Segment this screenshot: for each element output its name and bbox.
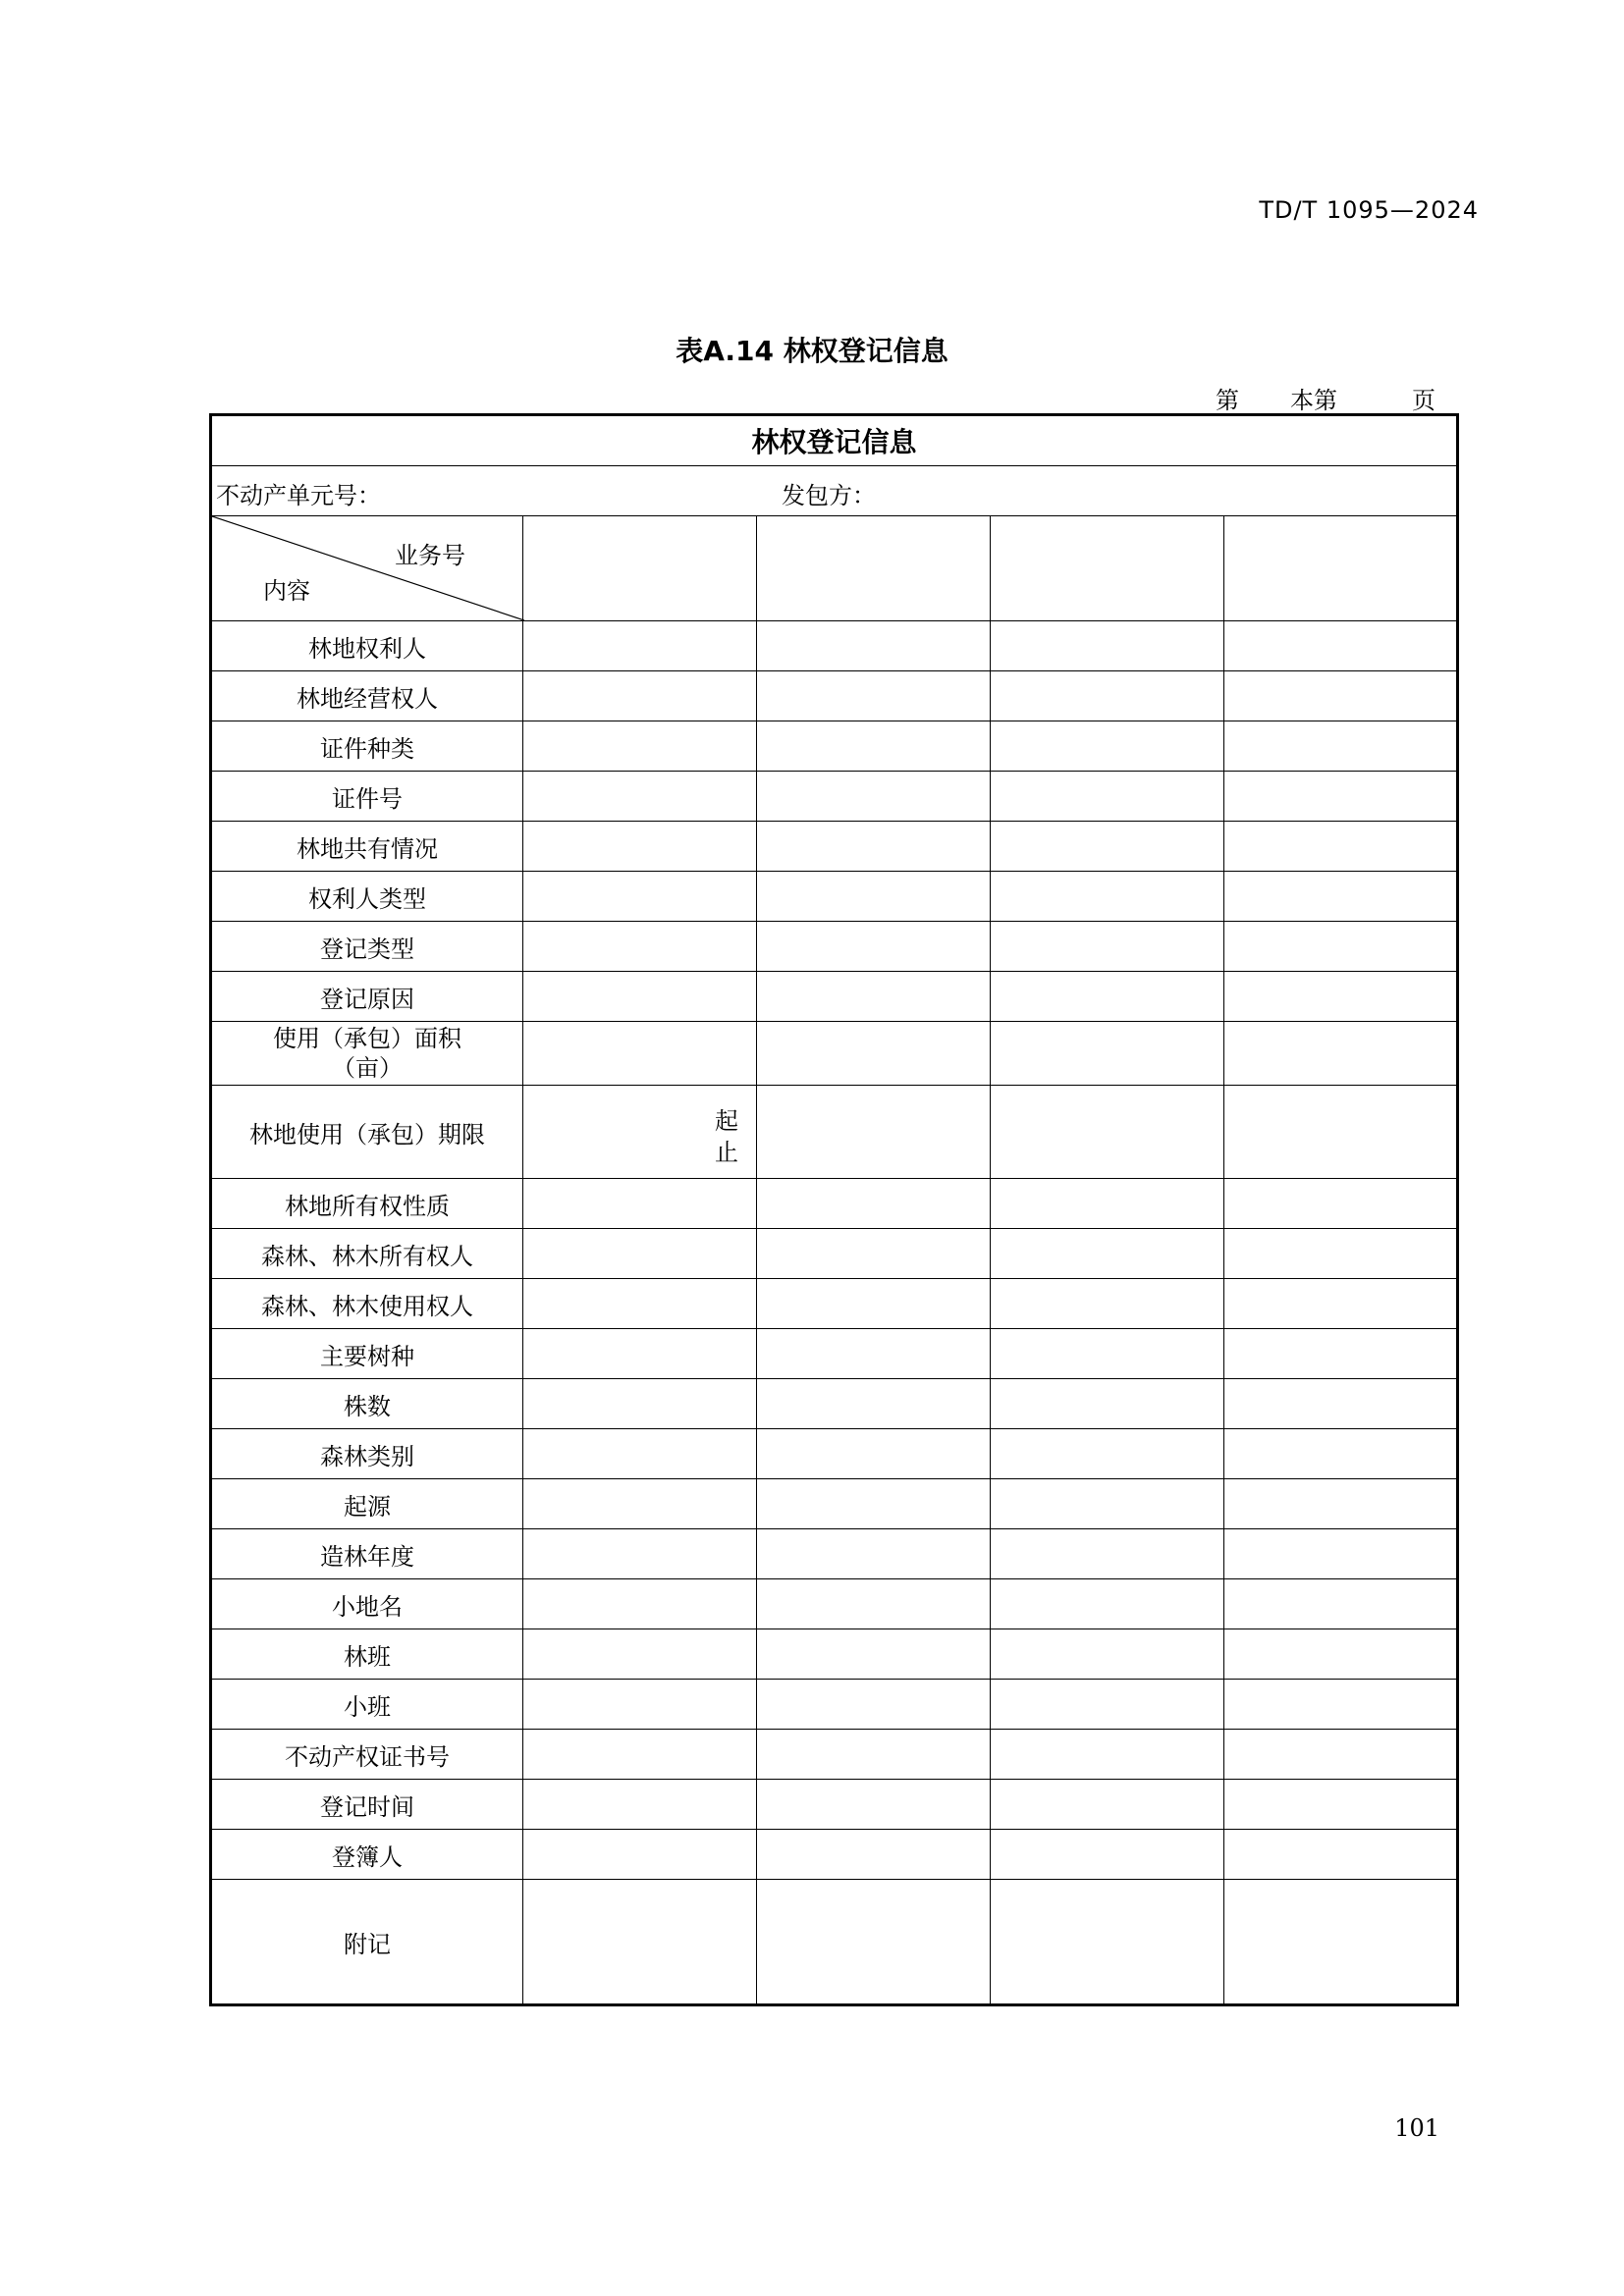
table-cell[interactable] (523, 1379, 757, 1429)
table-cell[interactable] (523, 1780, 757, 1830)
contractor-label: 发包方： (782, 482, 876, 509)
meta-row (211, 466, 1458, 516)
table-cell[interactable] (523, 1830, 757, 1880)
row-label: 主要树种 (211, 1329, 523, 1379)
table-cell[interactable] (523, 1279, 757, 1329)
table-cell[interactable] (991, 1529, 1224, 1579)
table-cell[interactable] (523, 1229, 757, 1279)
table-cell[interactable] (991, 822, 1224, 872)
table-cell[interactable] (1224, 1780, 1458, 1830)
diagonal-header-cell (211, 516, 523, 621)
table-cell[interactable] (1224, 1022, 1458, 1086)
table-cell[interactable] (523, 721, 757, 772)
table-cell[interactable] (757, 772, 991, 822)
page-number: 101 (1394, 2114, 1439, 2142)
table-cell[interactable] (1224, 1086, 1458, 1179)
area-row-label-line1: 使用（承包）面积 (273, 1025, 461, 1052)
row-label: 造林年度 (211, 1529, 523, 1579)
table-cell[interactable] (523, 922, 757, 972)
table-cell[interactable] (1224, 922, 1458, 972)
row-label: 森林、林木使用权人 (211, 1279, 523, 1329)
business-column-4[interactable] (1224, 516, 1458, 621)
forest-right-registration-table (209, 413, 1459, 2006)
table-cell[interactable] (1224, 1680, 1458, 1730)
table-cell[interactable] (757, 1830, 991, 1880)
table-cell[interactable] (757, 822, 991, 872)
table-cell[interactable] (523, 972, 757, 1022)
table-cell[interactable] (1224, 1379, 1458, 1429)
note-row-label: 附记 (211, 1880, 523, 2005)
row-label: 证件号 (211, 772, 523, 822)
table-cell[interactable] (1224, 721, 1458, 772)
table-cell[interactable] (1224, 1429, 1458, 1479)
table-cell[interactable] (991, 772, 1224, 822)
table-cell[interactable] (523, 1880, 757, 2005)
table-cell[interactable] (523, 1730, 757, 1780)
table-cell[interactable] (991, 1680, 1224, 1730)
content-header: 内容 (263, 577, 310, 605)
row-label: 林地权利人 (211, 621, 523, 671)
table-cell[interactable] (991, 1629, 1224, 1680)
table-cell[interactable] (757, 1629, 991, 1680)
area-row-label-line2: （亩） (332, 1054, 403, 1082)
table-cell[interactable] (523, 822, 757, 872)
row-label: 小班 (211, 1680, 523, 1730)
table-cell[interactable] (523, 872, 757, 922)
row-label: 林地共有情况 (211, 822, 523, 872)
table-cell[interactable] (757, 1379, 991, 1429)
table-cell[interactable] (757, 721, 991, 772)
table-cell[interactable] (991, 621, 1224, 671)
page-index-part3: 页 (1412, 387, 1435, 414)
diagonal-line (212, 516, 524, 620)
table-cell[interactable] (523, 671, 757, 721)
table-cell[interactable] (523, 772, 757, 822)
row-label: 林地经营权人 (211, 671, 523, 721)
table-cell[interactable] (1224, 1579, 1458, 1629)
table-cell[interactable] (523, 1529, 757, 1579)
business-column-1[interactable] (523, 516, 757, 621)
table-cell[interactable] (991, 922, 1224, 972)
table-cell[interactable] (1224, 1880, 1458, 2005)
table-cell[interactable] (523, 1179, 757, 1229)
table-cell[interactable] (757, 671, 991, 721)
table-cell[interactable] (991, 1880, 1224, 2005)
row-label: 登记原因 (211, 972, 523, 1022)
table-cell[interactable] (1224, 872, 1458, 922)
row-label: 不动产权证书号 (211, 1730, 523, 1780)
table-cell[interactable] (523, 1022, 757, 1086)
table-cell[interactable] (523, 1479, 757, 1529)
table-cell[interactable] (1224, 1329, 1458, 1379)
table-cell[interactable] (991, 872, 1224, 922)
row-label: 林地所有权性质 (211, 1179, 523, 1229)
row-label: 登记类型 (211, 922, 523, 972)
table-cell[interactable] (757, 1022, 991, 1086)
table-cell[interactable] (757, 1730, 991, 1780)
table-cell[interactable] (1224, 972, 1458, 1022)
table-cell[interactable] (991, 1579, 1224, 1629)
unit-number-label: 不动产单元号： (216, 482, 381, 509)
table-cell[interactable] (757, 922, 991, 972)
table-cell[interactable] (757, 1529, 991, 1579)
table-cell[interactable] (757, 1279, 991, 1329)
table-cell[interactable] (1224, 671, 1458, 721)
table-cell[interactable] (523, 1629, 757, 1680)
table-cell[interactable] (991, 1179, 1224, 1229)
row-label: 林班 (211, 1629, 523, 1680)
table-cell[interactable] (757, 1086, 991, 1179)
page-index-part1: 第 (1216, 387, 1239, 414)
table-cell[interactable] (991, 1022, 1224, 1086)
row-label: 森林类别 (211, 1429, 523, 1479)
table-cell[interactable] (1224, 822, 1458, 872)
area-row-label (211, 1022, 523, 1086)
table-cell[interactable] (757, 1479, 991, 1529)
table-cell[interactable] (1224, 1629, 1458, 1680)
standard-code: TD/T 1095—2024 (1259, 196, 1479, 224)
table-cell[interactable] (991, 1379, 1224, 1429)
table-cell[interactable] (991, 1780, 1224, 1830)
period-row-label: 林地使用（承包）期限 (211, 1086, 523, 1179)
table-cell[interactable] (991, 671, 1224, 721)
business-number-header: 业务号 (395, 542, 465, 569)
row-label: 权利人类型 (211, 872, 523, 922)
row-label: 证件种类 (211, 721, 523, 772)
table-cell[interactable] (991, 721, 1224, 772)
row-label: 登记时间 (211, 1780, 523, 1830)
period-cell[interactable] (523, 1086, 757, 1179)
business-column-2[interactable] (757, 516, 991, 621)
table-cell[interactable] (1224, 772, 1458, 822)
table-cell[interactable] (757, 1229, 991, 1279)
table-cell[interactable] (757, 1429, 991, 1479)
table-cell[interactable] (991, 972, 1224, 1022)
table-cell[interactable] (523, 1579, 757, 1629)
table-cell[interactable] (1224, 621, 1458, 671)
table-title: 表A.14 林权登记信息 (676, 335, 948, 367)
table-cell[interactable] (991, 1229, 1224, 1279)
row-label: 起源 (211, 1479, 523, 1529)
row-label: 株数 (211, 1379, 523, 1429)
business-column-3[interactable] (991, 516, 1224, 621)
period-end-label: 止 (715, 1139, 738, 1166)
table-cell[interactable] (757, 1780, 991, 1830)
table-cell[interactable] (1224, 1830, 1458, 1880)
table-cell[interactable] (991, 1730, 1224, 1780)
table-cell[interactable] (757, 1880, 991, 2005)
table-cell[interactable] (757, 1329, 991, 1379)
table-cell[interactable] (757, 1579, 991, 1629)
page-index (1216, 381, 1435, 415)
table-cell[interactable] (1224, 1529, 1458, 1579)
row-label: 森林、林木所有权人 (211, 1229, 523, 1279)
table-cell[interactable] (1224, 1229, 1458, 1279)
row-label: 小地名 (211, 1579, 523, 1629)
table-cell[interactable] (523, 621, 757, 671)
page-index-part2: 本第 (1290, 387, 1337, 414)
row-label: 登簿人 (211, 1830, 523, 1880)
table-cell[interactable] (991, 1830, 1224, 1880)
period-start-label: 起 (715, 1107, 738, 1135)
table-cell[interactable] (991, 1479, 1224, 1529)
table-cell[interactable] (991, 1086, 1224, 1179)
table-heading: 林权登记信息 (211, 415, 1458, 466)
table-cell[interactable] (991, 1429, 1224, 1479)
table-cell[interactable] (991, 1279, 1224, 1329)
table-cell[interactable] (1224, 1479, 1458, 1529)
table-cell[interactable] (523, 1680, 757, 1730)
table-cell[interactable] (757, 1179, 991, 1229)
table-cell[interactable] (523, 1429, 757, 1479)
table-cell[interactable] (523, 1329, 757, 1379)
table-cell[interactable] (757, 972, 991, 1022)
table-cell[interactable] (1224, 1730, 1458, 1780)
table-cell[interactable] (757, 872, 991, 922)
table-cell[interactable] (757, 621, 991, 671)
table-cell[interactable] (1224, 1179, 1458, 1229)
table-cell[interactable] (757, 1680, 991, 1730)
table-cell[interactable] (991, 1329, 1224, 1379)
table-cell[interactable] (1224, 1279, 1458, 1329)
